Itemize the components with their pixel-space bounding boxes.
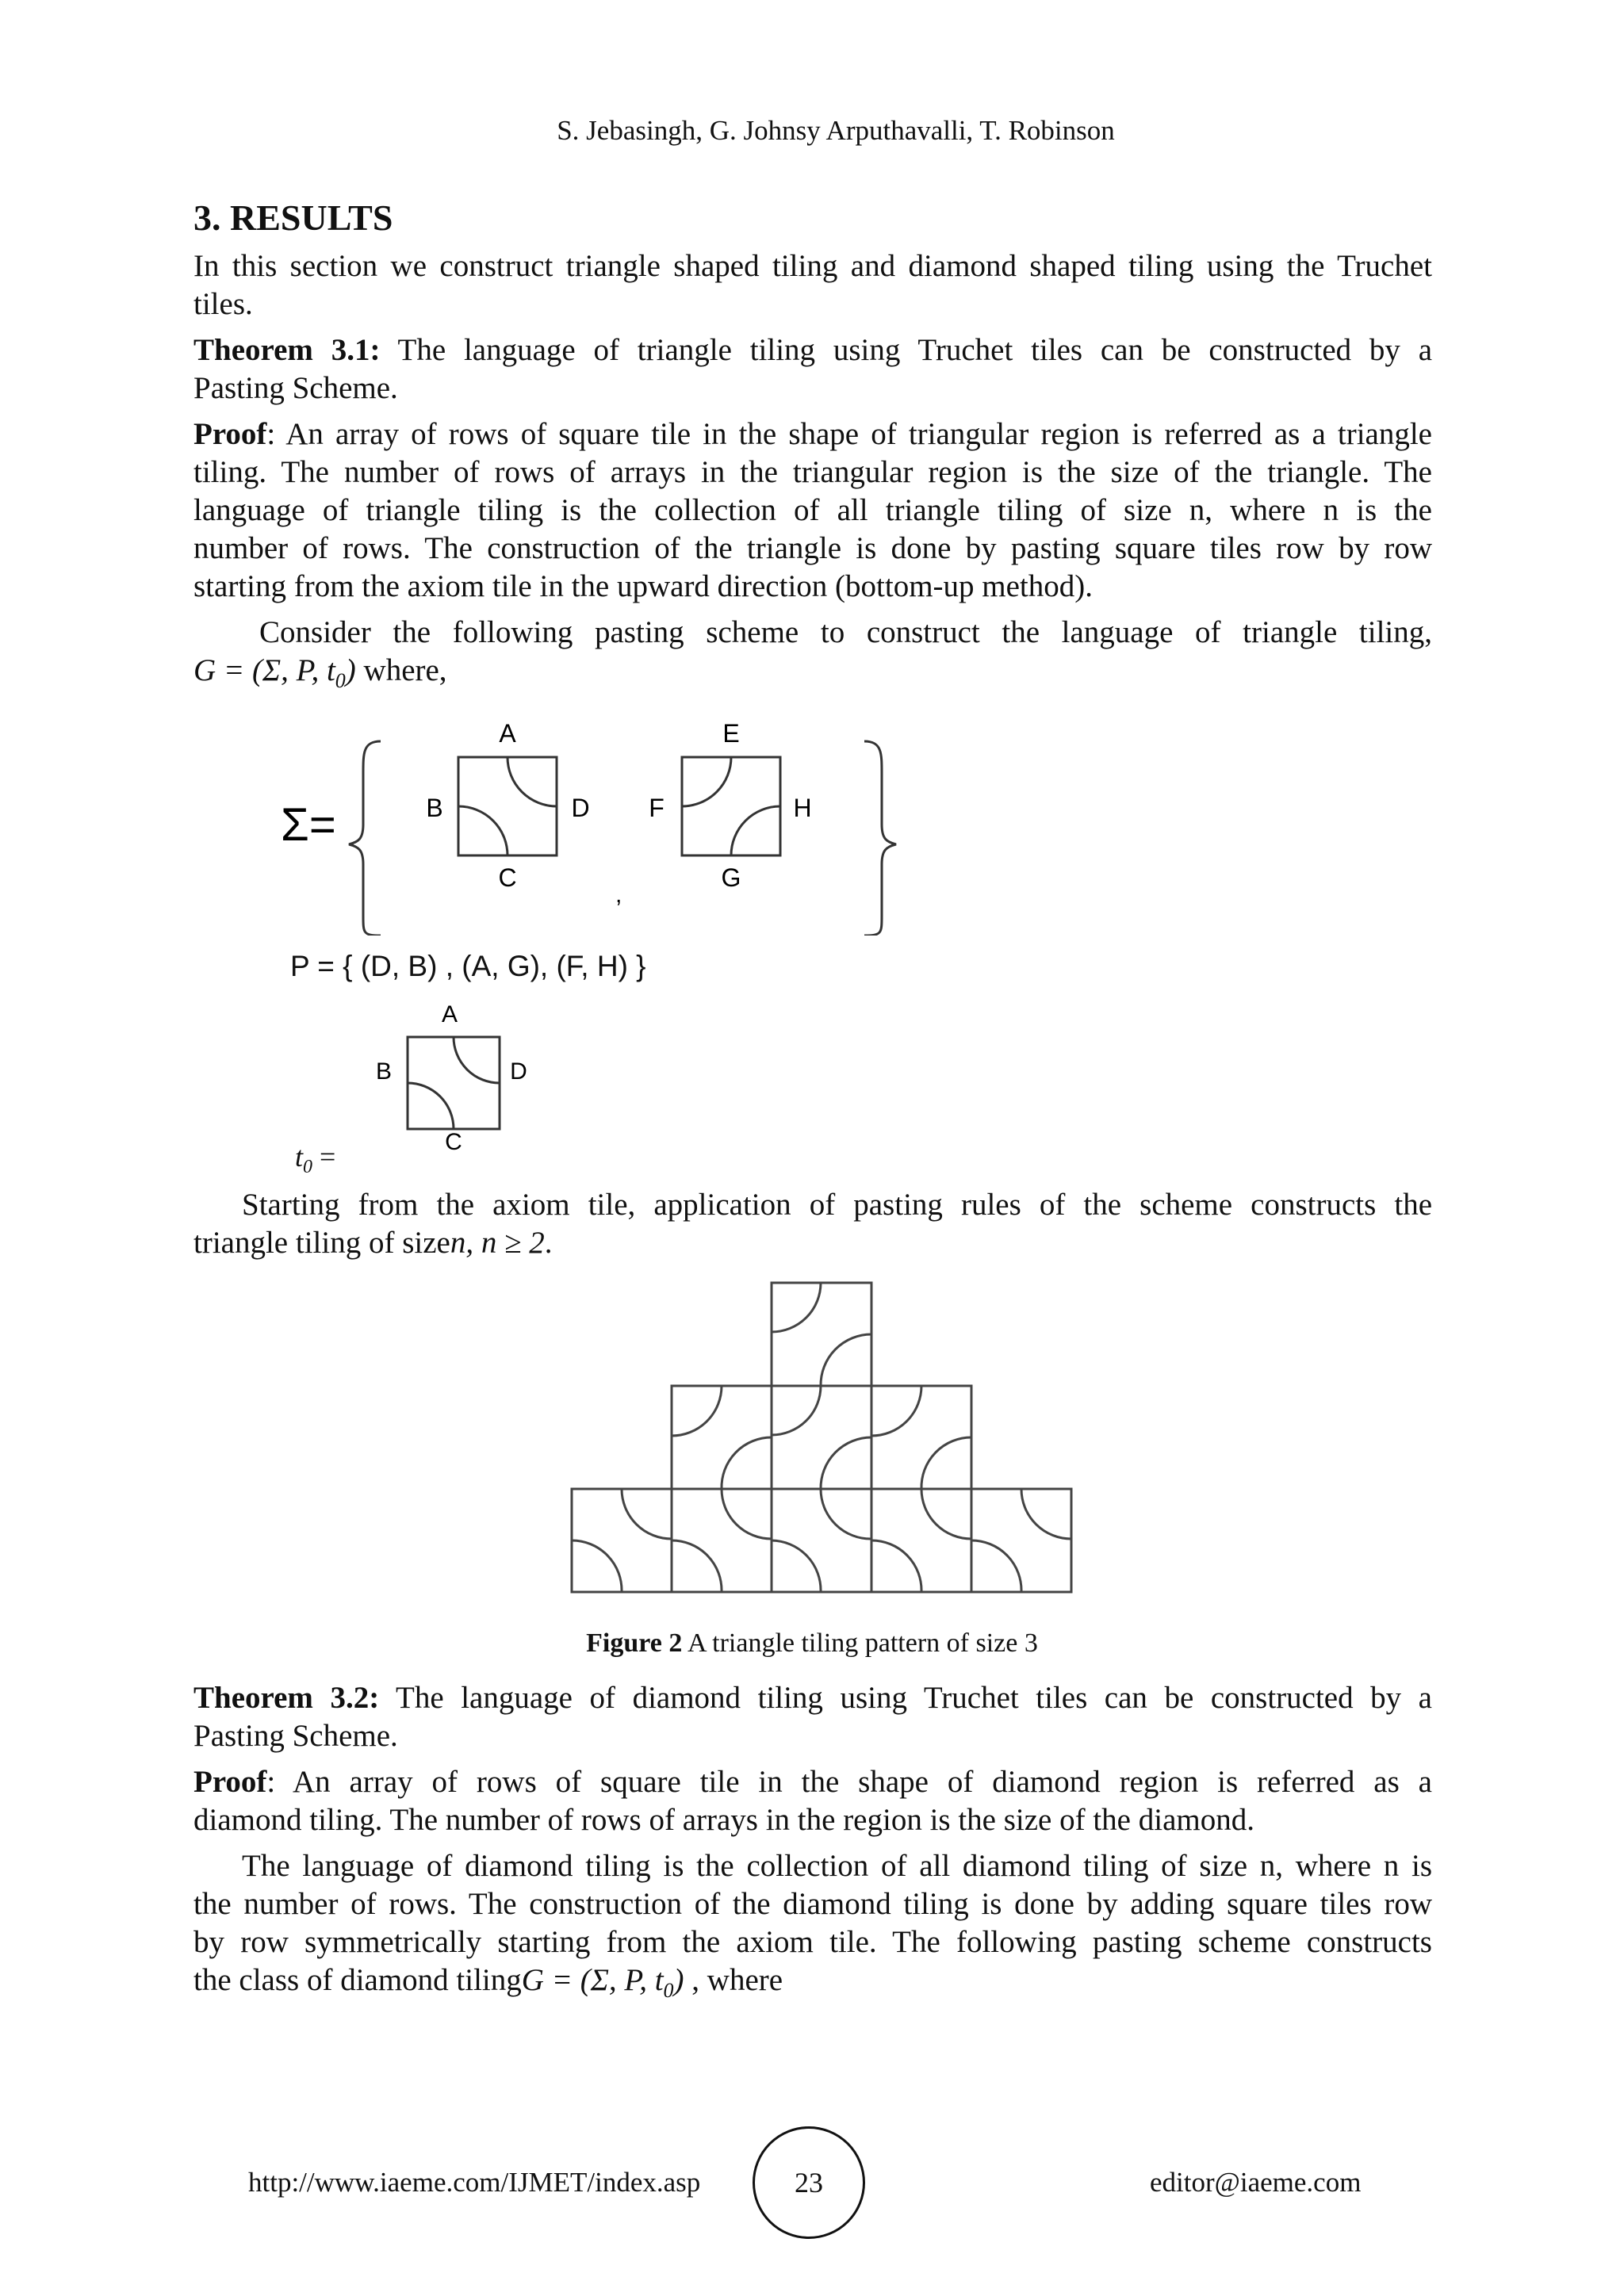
- figure-2-label: Figure 2: [586, 1628, 683, 1658]
- proof-1-text: : An array of rows of square tile in the shape of triangular region is referred as a triangle: [266, 417, 1432, 451]
- svg-text:H: H: [793, 794, 812, 822]
- figure-2-text: A triangle tiling pattern of size 3: [682, 1628, 1038, 1658]
- proof-1-line-3: language of triangle tiling is the collection of all triangle tiling of size n, where n is the: [193, 493, 1432, 527]
- proof-2-line-1: [193, 1763, 1432, 1801]
- diamond-line-2: the number of rows. The construction of the diamond tiling is done by adding square tiles row: [193, 1887, 1432, 1921]
- svg-text:B: B: [375, 1058, 393, 1085]
- left-brace: [349, 741, 381, 936]
- theorem-3-1-line-2: Pasting Scheme.: [193, 371, 398, 405]
- theorem-3-2-label: Theorem 3.2:: [193, 1681, 380, 1715]
- svg-text:E: E: [722, 719, 740, 748]
- where-text: where,: [363, 653, 447, 687]
- proof-1-line-4: number of rows. The construction of the triangle is done by pasting square tiles row by row: [193, 531, 1432, 565]
- theorem-3-2-line-2: Pasting Scheme.: [193, 1719, 398, 1753]
- running-header: S. Jebasingh, G. Johnsy Arputhavalli, T. Robinson: [557, 115, 1115, 146]
- theorem-3-2-text: The language of diamond tiling using Truchet tiles can be constructed by a: [396, 1681, 1432, 1715]
- diamond-line-1: The language of diamond tiling is the collection of all diamond tiling of size n, where n is: [242, 1849, 1432, 1883]
- svg-text:F: F: [649, 794, 665, 822]
- sigma-tile-1: [426, 719, 589, 892]
- footer-url-link[interactable]: http://www.iaeme.com/IJMET/index.asp: [248, 2167, 701, 2198]
- tile-separator: ,: [615, 882, 622, 908]
- sigma-symbol: [281, 799, 336, 851]
- svg-text:C: C: [498, 863, 517, 892]
- svg-text:D: D: [571, 794, 590, 822]
- theorem-3-1-line-1: [193, 331, 1432, 369]
- sigma-tile-set-figure: [270, 698, 920, 936]
- pasting-rules: P = { (D, B) , (A, G), (F, H) }: [290, 950, 646, 982]
- starting-line-2: triangle tiling of sizen, n ≥ 2.: [193, 1226, 553, 1260]
- footer-email-link[interactable]: editor@iaeme.com: [1150, 2167, 1362, 2198]
- consider-line-1: Consider the following pasting scheme to construct the language of triangle tiling,: [259, 615, 1432, 649]
- intro-line-2: tiles.: [193, 287, 253, 321]
- diamond-line-4: the class of diamond tilingG = (Σ, P, $t_0$) , where: [193, 1963, 783, 2002]
- diamond-line-3: by row symmetrically starting from the axiom tile. The following pasting scheme constructs: [193, 1925, 1432, 1959]
- section-title: 3. RESULTS: [193, 197, 393, 238]
- size-condition: n, n ≥ 2: [450, 1226, 545, 1260]
- svg-text:C: C: [445, 1129, 462, 1154]
- theorem-3-1-label: Theorem 3.1:: [193, 333, 381, 367]
- proof-1-line-1: [193, 415, 1432, 453]
- svg-text:D: D: [510, 1058, 527, 1085]
- diamond-grammar-expression: G = (Σ, P, $t_0$): [521, 1963, 684, 2002]
- proof-2-text: : An array of rows of square tile in the shape of diamond region is referred as a: [266, 1765, 1432, 1799]
- sigma-tile-2: [649, 719, 811, 892]
- proof-1-line-5: starting from the axiom tile in the upward direction (bottom-up method).: [193, 569, 1093, 603]
- svg-text:A: A: [441, 1001, 458, 1027]
- svg-text:B: B: [426, 794, 443, 822]
- proof-2-label: Proof: [193, 1765, 267, 1799]
- svg-text:A: A: [499, 719, 516, 748]
- theorem-3-1-text: The language of triangle tiling using Truchet tiles can be constructed by a: [397, 333, 1433, 367]
- proof-1-line-2: tiling. The number of rows of arrays in the triangular region is the size of the triangle. The: [193, 455, 1432, 489]
- proof-2-line-2: diamond tiling. The number of rows of arrays in the region is the size of the diamond.: [193, 1803, 1254, 1837]
- consider-line-2: [193, 652, 1432, 700]
- proof-1-label: Proof: [193, 417, 267, 451]
- right-brace: [864, 741, 896, 936]
- svg-text:G: G: [721, 863, 741, 892]
- svg-text:Σ=: Σ=: [281, 799, 336, 851]
- triangle-tiling-figure: [567, 1280, 1074, 1598]
- starting-line-1: Starting from the axiom tile, application of pasting rules of the scheme constructs the: [242, 1188, 1432, 1222]
- grammar-expression: G = (Σ, P, $t_0$): [193, 653, 356, 692]
- page-number: 23: [753, 2126, 865, 2239]
- theorem-3-2-line-1: [193, 1679, 1432, 1717]
- axiom-tile-figure: [365, 995, 547, 1154]
- axiom-label: $t_0$ =: [295, 1141, 336, 1178]
- figure-2-caption: [0, 1628, 1624, 1659]
- intro-line-1: In this section we construct triangle shaped tiling and diamond shaped tiling using the Truchet: [193, 249, 1432, 283]
